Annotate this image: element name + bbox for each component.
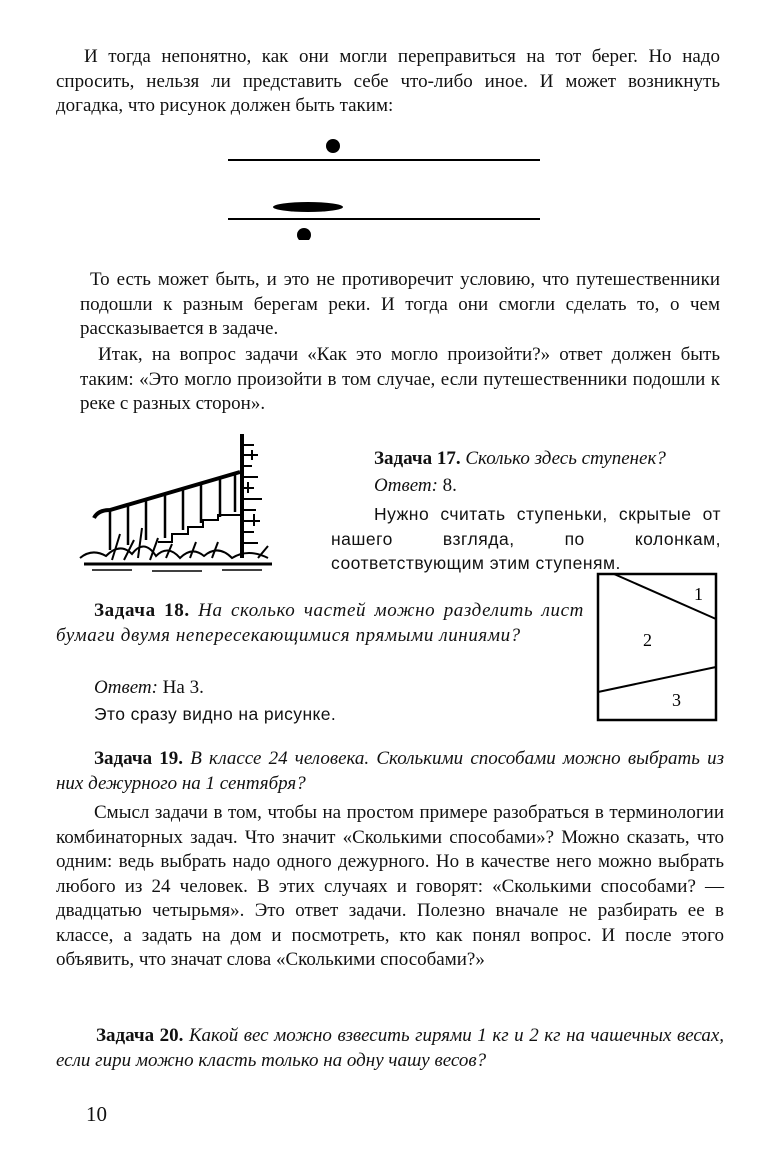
region-label-1: 1 <box>694 584 703 604</box>
task17-answer-value: 8. <box>442 475 457 496</box>
task17-answer <box>374 474 724 499</box>
intro-paragraph: И тогда непонятно, как они могли переправиться на тот берег. Но надо спросить, нельзя ли представить себе что-либо иное. И может возникнуть догадка, что рисунок должен быть таким: <box>56 46 720 116</box>
staircase-illustration <box>72 430 302 580</box>
task18-explanation: Это сразу видно на рисунке. <box>94 704 337 724</box>
after-figure-paragraph-1: То есть может быть, и это не противоречит условию, что путешественники подошли к разным берегам реки. И тогда они смогли сделать то, о чем рассказывается в задаче. <box>80 269 720 339</box>
task19-explanation: Смысл задачи в том, чтобы на простом примере разобраться в терминологии комбинаторных задач. Что значит «Сколькими способами»? Можно сказать, что одним: ведь выбрать надо одного дежурного. Но в качестве него можно выбрать любого из 24 человек. В этих случаях и говорят: «Сколькими способами? — двадцатью четырьмя». Это ответ задачи. Полезно вначале не разбирать ее в классе, а задать на дом и посмотреть, кто как понял вопрос. И после этого объявить, что значат слова «Сколькими способами?» <box>56 802 724 970</box>
after-figure-paragraph-2: Итак, на вопрос задачи «Как это могло произойти?» ответ должен быть таким: «Это могло произойти в том случае, если путешественники подошли к реке с разных сторон». <box>80 344 720 414</box>
region-label-2: 2 <box>643 630 652 650</box>
task19-heading <box>56 747 724 796</box>
river-figure <box>220 130 560 240</box>
paper-division-figure <box>594 570 724 725</box>
boat-shape <box>273 202 343 212</box>
task20-label: Задача 20. <box>96 1025 184 1046</box>
task18-label: Задача 18. <box>94 600 190 621</box>
task18-question: На сколько частей можно разделить лист бумаги двумя непересекающимися прямыми линиями? <box>56 600 584 646</box>
task17-explanation: Нужно считать ступеньки, скрытые от нашего взгляда, по колонкам, соответствующим этим ступеням. <box>331 504 721 573</box>
traveler-top-dot <box>326 139 340 153</box>
traveler-bottom-dot <box>297 228 311 240</box>
task17-label: Задача 17. <box>374 448 461 469</box>
task20-heading <box>56 1024 724 1073</box>
task18-heading <box>56 599 584 648</box>
task17-question: Сколько здесь ступенек? <box>465 448 666 469</box>
page-number: 10 <box>86 1102 107 1126</box>
task18-answer-value: На 3. <box>162 677 204 698</box>
task17-answer-label: Ответ: <box>374 475 438 496</box>
task17-heading <box>374 447 724 472</box>
task18-answer-label: Ответ: <box>94 677 158 698</box>
region-label-3: 3 <box>672 690 681 710</box>
task18-answer <box>94 676 494 701</box>
task19-label: Задача 19. <box>94 748 184 769</box>
task20-question: Какой вес можно взвесить гирями 1 кг и 2 кг на чашечных весах, если гири можно класть только на одну чашу весов? <box>56 1025 724 1071</box>
task19-question: В классе 24 человека. Сколькими способами можно выбрать из них дежурного на 1 сентября? <box>56 748 724 794</box>
